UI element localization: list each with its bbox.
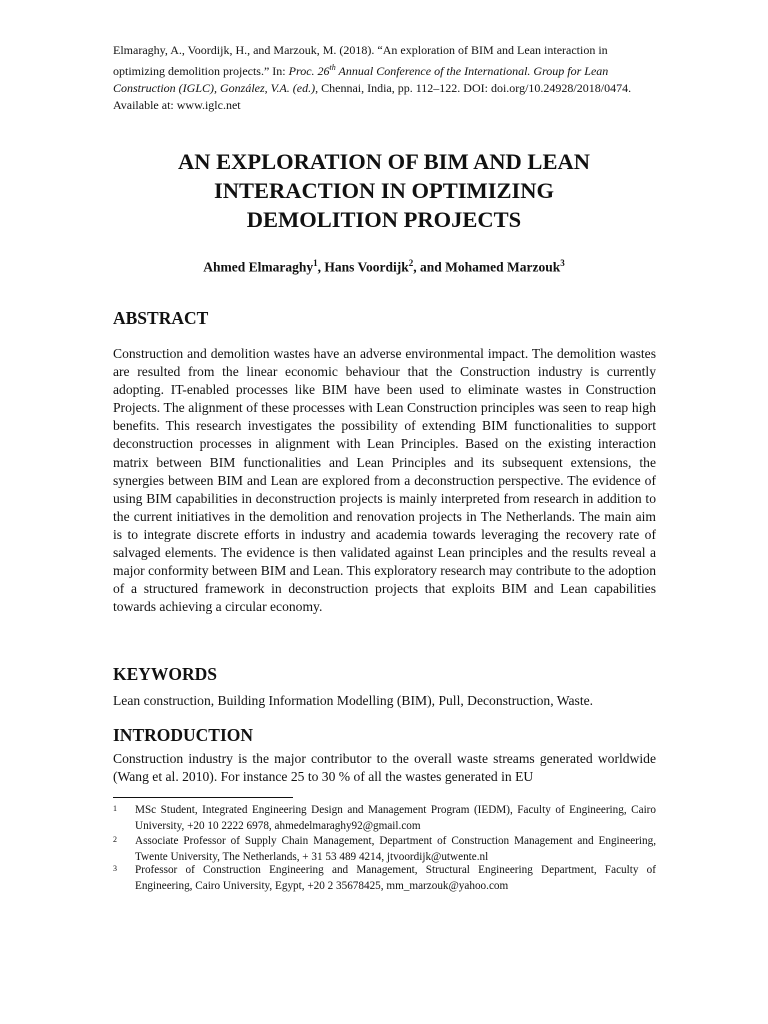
author-affiliation-marker: 1 xyxy=(313,258,318,268)
citation-line-2 xyxy=(113,59,659,80)
paper-title xyxy=(113,147,655,234)
citation-line-3-italic: Construction (IGLC), González, V.A. (ed.) xyxy=(113,81,316,95)
author-separator: , xyxy=(317,259,325,275)
author-name: Ahmed Elmaraghy xyxy=(203,259,314,275)
footnote-number: 3 xyxy=(113,864,117,873)
footnote-number: 2 xyxy=(113,835,117,844)
citation-line-2-sup: th xyxy=(329,63,336,72)
citation-availability: Available at: www.iglc.net xyxy=(113,98,241,112)
citation-line-2-pre: optimizing demolition projects.” In: xyxy=(113,64,289,78)
title-line-3: DEMOLITION PROJECTS xyxy=(246,207,522,232)
keywords-text: Lean construction, Building Information Modelling (BIM), Pull, Deconstruction, Waste. xyxy=(113,693,594,708)
citation-line-3 xyxy=(113,80,659,97)
introduction-text: Construction industry is the major contributor to the overall waste streams generated worldwide (Wang et al. 2010). For instance 25 to 30 % of all the wastes generated in EU xyxy=(113,751,656,785)
citation-line-3-rest: , Chennai, India, pp. 112–122. DOI: doi.org/10.24928/2018/0474. xyxy=(315,81,632,95)
author-affiliation-marker: 3 xyxy=(560,258,565,268)
footnote xyxy=(113,834,656,865)
author-list xyxy=(113,258,655,276)
keywords-heading: KEYWORDS xyxy=(113,664,218,684)
citation-line-2-italic-b: Annual Conference of the International. Group for Lean xyxy=(335,64,609,78)
citation-line-1: Elmaraghy, A., Voordijk, H., and Marzouk, M. (2018). “An exploration of BIM and Lean interaction in xyxy=(113,43,608,57)
author-name: Hans Voordijk xyxy=(324,259,409,275)
footnote-text: Professor of Construction Engineering and Management, Structural Engineering Department, Faculty of Engineering, Cairo University, Egypt, +20 2 35678425, mm_marzouk@yahoo.com xyxy=(135,864,656,892)
title-line-1: AN EXPLORATION OF BIM AND LEAN xyxy=(178,149,590,174)
author-separator: , and xyxy=(413,259,446,275)
title-line-2: INTERACTION IN OPTIMIZING xyxy=(213,178,555,203)
footnote-number: 1 xyxy=(113,804,117,813)
footnote-text: MSc Student, Integrated Engineering Design and Management Program (IEDM), Faculty of Engineering, Cairo University, +20 10 2222 6978, ahmedelmaraghy92@gmail.com xyxy=(135,804,656,832)
author-affiliation-marker: 2 xyxy=(408,258,414,268)
citation-line-2-italic: Proc. 26 xyxy=(288,64,330,78)
footnote-text: Associate Professor of Supply Chain Management, Department of Construction Management and Engineering, Twente University, The Netherlands, + 31 53 489 4214, jtvoordijk@utwente.nl xyxy=(135,835,656,863)
abstract-text: Construction and demolition wastes have an adverse environmental impact. The demolition wastes are resulted from the linear economic behaviour that the Construction industry is currently adopting. IT-enabled processes like BIM have been used to eliminate wastes in Construction Projects. The alignment of these processes with Lean Construction principles was seen to reap high benefits. This research investigates the possibility of extending BIM functionalities to support deconstruction processes in alignment with Lean Principles. Based on the existing interaction matrix between BIM functionalities and Lean Principles and its subsequent extensions, the synergies between BIM and Lean are explored from a deconstruction perspective. The evidence of using BIM capabilities in deconstruction projects is mainly interpreted from research in addition to the current initiatives in the demolition and renovation projects in The Netherlands. The main aim is to integrate discrete efforts in industry and academia towards leveraging the recovery rate of salvaged elements. The evidence is then validated against Lean principles and the results reveal a major conformity between BIM and Lean. This exploratory research may contribute to the adoption of a structured framework in deconstruction projects that exploits BIM and Lean capabilities towards achieving a circular economy. xyxy=(113,346,656,615)
citation xyxy=(113,42,659,114)
footnote xyxy=(113,863,656,894)
abstract-heading: ABSTRACT xyxy=(113,308,209,328)
footnote xyxy=(113,803,656,834)
footnote-divider xyxy=(113,797,293,798)
introduction-heading: INTRODUCTION xyxy=(113,725,254,745)
author-name: Mohamed Marzouk xyxy=(445,259,561,275)
